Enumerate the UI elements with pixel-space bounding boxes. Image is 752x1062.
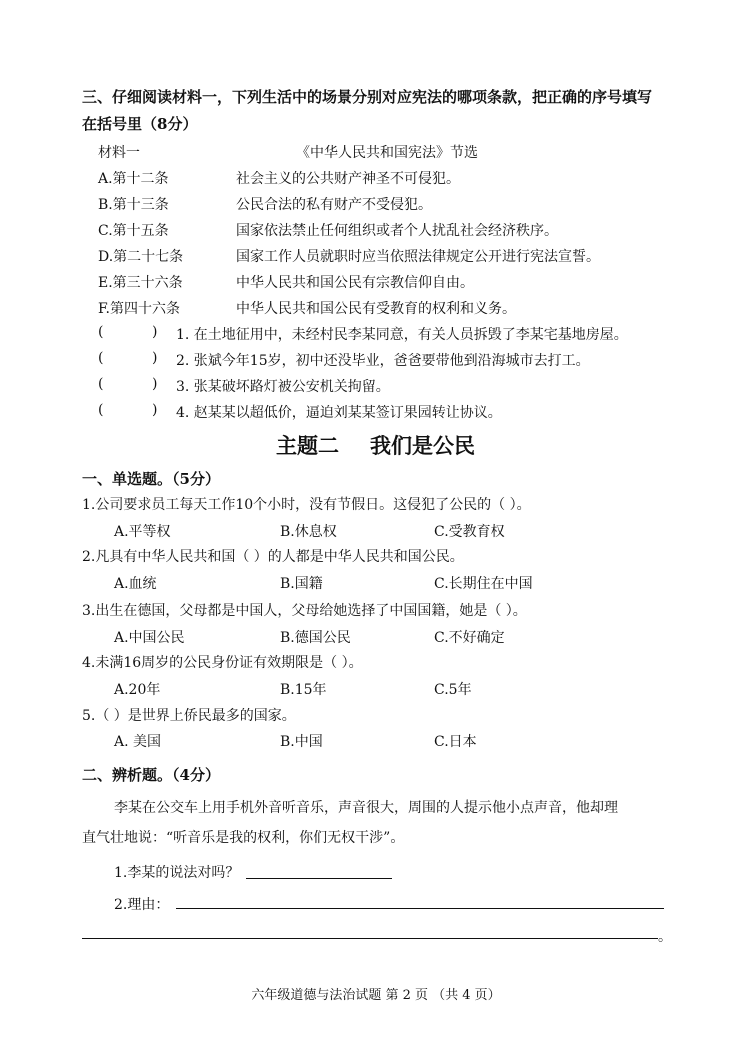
article-text: 国家工作人员就职时应当依照法律规定公开进行宪法宣誓。 [236,249,600,265]
scenario-text: 4. 赵某某以超低价，逼迫刘某某签订果园转让协议。 [176,405,502,421]
material-label: 材料一 [98,145,140,161]
article-text: 中华人民共和国公民有宗教信仰自由。 [236,275,474,291]
article-label: A.第十二条 [98,171,169,187]
analysis-question-2: 2.理由： [114,897,170,913]
article-label: C.第十五条 [98,223,169,239]
question-stem: 2.凡具有中华人民共和国（ ）的人都是中华人民共和国公民。 [82,549,464,565]
option-c: C.不好确定 [434,630,505,646]
option-b: B.德国公民 [280,630,351,646]
article-label: E.第三十六条 [98,275,183,291]
question-stem: 5.（ ）是世界上侨民最多的国家。 [82,708,296,724]
answer-paren-open: ( [98,324,104,340]
answer-paren-open: ( [98,350,104,366]
scenario-text: 1. 在土地征用中，未经村民李某同意，有关人员拆毁了李某宅基地房屋。 [176,327,628,343]
option-c: C.5年 [434,682,472,698]
option-c: C.长期住在中国 [434,576,533,592]
page-footer: 六年级道德与法治试题 第 2 页 （共 4 页） [251,988,501,1003]
answer-paren-close: ) [152,402,158,418]
answer-paren-close: ) [152,376,158,392]
analysis-title: 二、辨析题。（4分） [82,766,220,784]
article-text: 中华人民共和国公民有受教育的权利和义务。 [236,301,516,317]
analysis-question-1: 1.李某的说法对吗？ [114,865,240,881]
end-mark: 。 [658,929,672,945]
option-a: A.平等权 [114,524,171,540]
article-label: D.第二十七条 [98,249,184,265]
question-stem: 4.未满16周岁的公民身份证有效期限是（ ）。 [82,655,363,671]
analysis-paragraph-line1: 李某在公交车上用手机外音听音乐，声音很大，周围的人提示他小点声音，他却理 [114,800,618,816]
answer-line-3[interactable] [82,938,658,939]
option-b: B.国籍 [280,576,323,592]
section3-title-line2: 在括号里（8分） [82,115,198,133]
theme-subtitle: 我们是公民 [370,433,475,458]
theme-title: 主题二 [276,433,339,458]
answer-paren-close: ) [152,324,158,340]
analysis-paragraph-line2: 直气壮地说：“听音乐是我的权利，你们无权干涉”。 [82,830,405,846]
option-a: A.血统 [114,576,157,592]
option-b: B.休息权 [280,524,337,540]
scenario-text: 2. 张斌今年15岁，初中还没毕业，爸爸要带他到沿海城市去打工。 [176,353,590,369]
answer-line-2[interactable] [176,908,664,909]
article-text: 国家依法禁止任何组织或者个人扰乱社会经济秩序。 [236,223,558,239]
section3-title-line1: 三、仔细阅读材料一，下列生活中的场景分别对应宪法的哪项条款，把正确的序号填写 [82,88,653,106]
option-b: B.中国 [280,734,323,750]
answer-paren-open: ( [98,376,104,392]
material-title: 《中华人民共和国宪法》节选 [296,145,478,161]
single-choice-title: 一、单选题。（5分） [82,470,220,488]
article-text: 社会主义的公共财产神圣不可侵犯。 [236,171,460,187]
question-stem: 3.出生在德国，父母都是中国人，父母给她选择了中国国籍，她是（ ）。 [82,603,527,619]
option-c: C.日本 [434,734,477,750]
option-a: A. 美国 [114,734,162,750]
answer-paren-close: ) [152,350,158,366]
option-a: A.20年 [114,682,161,698]
answer-line-1[interactable] [246,878,392,879]
answer-paren-open: ( [98,402,104,418]
article-text: 公民合法的私有财产不受侵犯。 [236,197,432,213]
option-a: A.中国公民 [114,630,185,646]
option-b: B.15年 [280,682,327,698]
option-c: C.受教育权 [434,524,505,540]
article-label: F.第四十六条 [98,301,180,317]
scenario-text: 3. 张某破坏路灯被公安机关拘留。 [176,379,390,395]
question-stem: 1.公司要求员工每天工作10个小时，没有节假日。这侵犯了公民的（ ）。 [82,497,531,513]
article-label: B.第十三条 [98,197,169,213]
